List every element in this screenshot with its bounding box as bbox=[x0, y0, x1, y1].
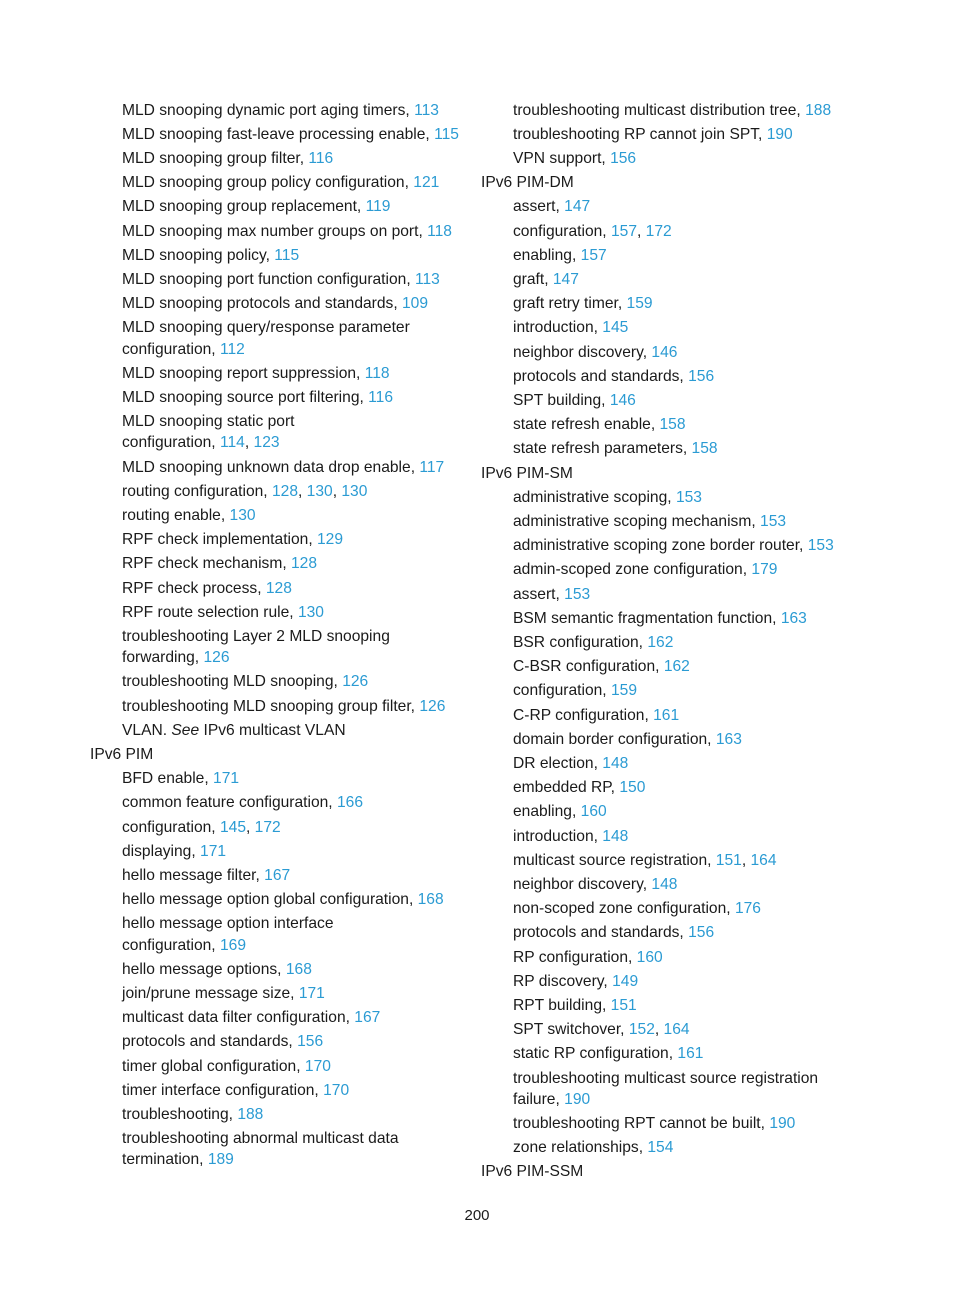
ref-separator: , bbox=[654, 1021, 664, 1039]
index-entry-text: VPN support, bbox=[513, 149, 611, 167]
page-reference-link[interactable]: 148 bbox=[602, 827, 629, 845]
page-reference-link[interactable]: 168 bbox=[285, 960, 312, 978]
index-entry-text: RP discovery, bbox=[513, 972, 613, 990]
index-entry bbox=[481, 824, 861, 848]
index-entry-text: SPT building, bbox=[513, 391, 610, 409]
index-entry-text: troubleshooting Layer 2 MLD snooping bbox=[122, 627, 390, 645]
index-entry-text: graft, bbox=[513, 270, 553, 288]
index-entry bbox=[481, 921, 861, 945]
index-entry bbox=[90, 1030, 462, 1054]
index-entry-text: BFD enable, bbox=[122, 770, 214, 788]
index-entry-text: troubleshooting MLD snooping, bbox=[122, 673, 343, 691]
index-entry-text: MLD snooping dynamic port aging timers, bbox=[122, 101, 415, 119]
index-entry bbox=[481, 945, 861, 969]
page-reference-link[interactable]: 159 bbox=[626, 295, 653, 313]
index-entry bbox=[90, 455, 462, 479]
page-reference-link[interactable]: 159 bbox=[610, 682, 637, 700]
index-entry-text: C-RP configuration, bbox=[513, 706, 654, 724]
page-reference-link[interactable]: 162 bbox=[663, 658, 690, 676]
index-entry bbox=[481, 122, 861, 146]
index-entry bbox=[481, 776, 861, 800]
index-entry bbox=[481, 243, 861, 267]
index-entry-text: multicast source registration, bbox=[513, 851, 716, 869]
page-reference-link[interactable]: 146 bbox=[609, 391, 636, 409]
page-reference-link[interactable]: 162 bbox=[647, 633, 674, 651]
index-entry bbox=[90, 1103, 462, 1127]
page-reference-link[interactable]: 188 bbox=[805, 101, 832, 119]
index-entry bbox=[481, 558, 861, 582]
index-entry-text: administrative scoping zone border router, bbox=[513, 537, 808, 555]
index-entry-text: RPF route selection rule, bbox=[122, 603, 298, 621]
index-entry-text: zone relationships, bbox=[513, 1139, 648, 1157]
page-reference-link[interactable]: 126 bbox=[419, 697, 446, 715]
index-entry-text: troubleshooting multicast distribution tree, bbox=[513, 101, 806, 119]
index-entry bbox=[481, 534, 861, 558]
index-entry bbox=[90, 385, 462, 409]
index-entry bbox=[481, 1136, 861, 1160]
index-entry-text: MLD snooping group replacement, bbox=[122, 198, 366, 216]
index-entry-text: enabling, bbox=[513, 803, 581, 821]
index-column-left bbox=[90, 98, 462, 1172]
index-entry bbox=[90, 361, 462, 385]
index-entry-text: IPv6 PIM-SM bbox=[481, 464, 573, 482]
page-reference-link[interactable]: 116 bbox=[368, 388, 394, 406]
index-entry bbox=[90, 1006, 462, 1030]
page-reference-link[interactable]: 117 bbox=[419, 458, 445, 476]
index-entry bbox=[481, 195, 861, 219]
ref-separator: , bbox=[741, 851, 751, 869]
index-entry bbox=[481, 606, 861, 630]
index-entry-text: RP configuration, bbox=[513, 948, 637, 966]
index-entry-text: troubleshooting abnormal multicast data bbox=[122, 1130, 399, 1148]
index-entry-text: graft retry timer, bbox=[513, 295, 627, 313]
page-reference-link[interactable]: 164 bbox=[750, 851, 777, 869]
page-reference-link[interactable]: 179 bbox=[751, 561, 778, 579]
index-entry bbox=[90, 694, 462, 718]
index-entry-text: MLD snooping source port filtering, bbox=[122, 388, 369, 406]
page-reference-link[interactable]: 129 bbox=[317, 531, 344, 549]
page-reference-link[interactable]: 156 bbox=[688, 367, 715, 385]
page-reference-link[interactable]: 153 bbox=[807, 537, 834, 555]
index-heading bbox=[90, 742, 462, 766]
index-entry-text: IPv6 PIM bbox=[90, 745, 154, 763]
page-reference-link[interactable]: 118 bbox=[427, 222, 452, 240]
index-entry-text: timer global configuration, bbox=[122, 1057, 305, 1075]
index-entry-text: MLD snooping unknown data drop enable, bbox=[122, 458, 420, 476]
index-entry bbox=[90, 479, 462, 503]
page-reference-link[interactable]: 145 bbox=[219, 818, 246, 836]
index-entry bbox=[90, 122, 462, 146]
index-entry-text: routing configuration, bbox=[122, 482, 272, 500]
page-reference-link[interactable]: 116 bbox=[308, 149, 334, 167]
index-entry bbox=[90, 864, 462, 888]
index-entry-text: assert, bbox=[513, 198, 565, 216]
index-entry-text: troubleshooting, bbox=[122, 1106, 238, 1124]
index-entry bbox=[90, 600, 462, 624]
index-entry bbox=[481, 98, 861, 122]
page-reference-link[interactable]: 167 bbox=[354, 1009, 381, 1027]
index-entry-text: RPT building, bbox=[513, 997, 611, 1015]
page-reference-link[interactable]: 130 bbox=[229, 506, 256, 524]
index-entry-text: DR election, bbox=[513, 754, 603, 772]
page-reference-link[interactable]: 153 bbox=[760, 512, 787, 530]
index-entry-text: join/prune message size, bbox=[122, 985, 299, 1003]
index-entry-text: MLD snooping group policy configuration, bbox=[122, 174, 414, 192]
ref-separator: , bbox=[332, 482, 342, 500]
index-entry-text: configuration, bbox=[122, 936, 220, 954]
index-entry bbox=[90, 1127, 462, 1172]
index-entry bbox=[90, 195, 462, 219]
index-entry-text: MLD snooping group filter, bbox=[122, 149, 309, 167]
index-entry bbox=[481, 364, 861, 388]
page-reference-link[interactable]: 148 bbox=[651, 876, 678, 893]
page-reference-link[interactable]: 119 bbox=[365, 198, 391, 216]
index-entry bbox=[481, 219, 861, 243]
index-entry-text: multicast data filter configuration, bbox=[122, 1009, 355, 1027]
index-entry bbox=[481, 848, 861, 872]
index-entry-text: enabling, bbox=[513, 246, 581, 264]
index-entry bbox=[481, 703, 861, 727]
index-entry-text: hello message options, bbox=[122, 960, 286, 978]
index-entry-text: routing enable, bbox=[122, 506, 230, 524]
index-entry-text: neighbor discovery, bbox=[513, 343, 652, 361]
page-reference-link[interactable]: 157 bbox=[610, 222, 637, 240]
page-reference-link[interactable]: 156 bbox=[688, 924, 715, 942]
page-reference-link[interactable]: 123 bbox=[253, 434, 280, 452]
index-entry-text: VLAN. bbox=[122, 721, 172, 739]
index-entry-text: protocols and standards, bbox=[513, 924, 689, 942]
page-reference-link[interactable]: 151 bbox=[715, 851, 742, 869]
index-entry-text: configuration, bbox=[513, 682, 611, 700]
page-reference-link[interactable]: 161 bbox=[677, 1045, 704, 1063]
index-entry-text: forwarding, bbox=[122, 649, 204, 667]
index-entry bbox=[481, 1018, 861, 1042]
index-entry-text: RPF check mechanism, bbox=[122, 555, 291, 573]
index-entry-text: failure, bbox=[513, 1090, 565, 1108]
page-reference-link[interactable]: 112 bbox=[219, 340, 245, 358]
page-reference-link[interactable]: 190 bbox=[769, 1115, 796, 1133]
page-reference-link[interactable]: 172 bbox=[645, 222, 672, 240]
index-entry-text: static RP configuration, bbox=[513, 1045, 678, 1063]
index-entry bbox=[90, 957, 462, 981]
page-reference-link[interactable]: 121 bbox=[413, 174, 440, 192]
index-entry-text: SPT switchover, bbox=[513, 1021, 629, 1039]
page-reference-link[interactable]: 190 bbox=[766, 125, 793, 143]
index-entry bbox=[90, 219, 462, 243]
index-entry bbox=[481, 969, 861, 993]
index-entry-text: IPv6 PIM-SSM bbox=[481, 1163, 584, 1181]
page-reference-link[interactable]: 160 bbox=[636, 948, 663, 966]
index-entry-text: state refresh enable, bbox=[513, 416, 660, 434]
index-entry-text: RPF check process, bbox=[122, 579, 266, 597]
index-entry bbox=[90, 839, 462, 863]
page-reference-link[interactable]: 109 bbox=[402, 295, 429, 313]
page-reference-link[interactable]: 160 bbox=[580, 803, 607, 821]
page-reference-link[interactable]: 115 bbox=[274, 246, 300, 264]
page-reference-link[interactable]: 166 bbox=[336, 794, 363, 812]
index-entry bbox=[90, 243, 462, 267]
page-reference-link[interactable]: 130 bbox=[297, 603, 324, 621]
page-reference-link[interactable]: 167 bbox=[264, 867, 291, 884]
index-entry-text: MLD snooping port function configuration, bbox=[122, 270, 415, 288]
page-reference-link[interactable]: 147 bbox=[564, 198, 591, 216]
index-entry bbox=[90, 146, 462, 170]
index-entry bbox=[90, 815, 462, 839]
page-number: 200 bbox=[464, 1207, 490, 1224]
page-reference-link[interactable]: 171 bbox=[200, 842, 227, 860]
page-reference-link[interactable]: 151 bbox=[610, 997, 637, 1015]
page-reference-link[interactable]: 156 bbox=[610, 149, 637, 167]
page-reference-link[interactable]: 113 bbox=[414, 101, 439, 119]
page-reference-link[interactable]: 153 bbox=[564, 585, 591, 603]
index-entry bbox=[90, 982, 462, 1006]
page-reference-link[interactable]: 145 bbox=[602, 319, 629, 337]
page-reference-link[interactable]: 190 bbox=[564, 1090, 591, 1108]
page-reference-link[interactable]: 172 bbox=[254, 818, 281, 836]
page-reference-link[interactable]: 148 bbox=[602, 754, 629, 772]
page-reference-link[interactable]: 128 bbox=[265, 579, 292, 597]
index-entry-text: protocols and standards, bbox=[122, 1033, 298, 1051]
index-entry bbox=[481, 873, 861, 897]
index-entry bbox=[90, 624, 462, 669]
page-reference-link[interactable]: 163 bbox=[780, 609, 807, 627]
index-heading bbox=[481, 461, 861, 485]
index-entry-text: common feature configuration, bbox=[122, 794, 337, 812]
index-entry bbox=[481, 509, 861, 533]
see-reference-label: See bbox=[171, 721, 200, 739]
page-reference-link[interactable]: 154 bbox=[647, 1139, 674, 1157]
index-entry-text: MLD snooping query/response parameter bbox=[122, 319, 410, 337]
index-entry-text: troubleshooting multicast source registration bbox=[513, 1069, 819, 1087]
index-entry bbox=[90, 552, 462, 576]
page-reference-link[interactable]: 153 bbox=[675, 488, 702, 506]
index-entry bbox=[481, 630, 861, 654]
index-entry bbox=[90, 1078, 462, 1102]
index-entry-text: administrative scoping mechanism, bbox=[513, 512, 761, 530]
index-entry bbox=[481, 800, 861, 824]
page-reference-link[interactable]: 147 bbox=[552, 270, 579, 288]
index-entry-text: hello message option interface bbox=[122, 915, 334, 933]
page-reference-link[interactable]: 189 bbox=[207, 1151, 234, 1169]
index-entry bbox=[481, 1112, 861, 1136]
page-reference-link[interactable]: 171 bbox=[213, 770, 240, 788]
index-entry bbox=[90, 912, 462, 957]
ref-separator: , bbox=[244, 434, 254, 452]
ref-separator: , bbox=[246, 818, 255, 836]
index-entry bbox=[481, 1042, 861, 1066]
index-entry-text: troubleshooting MLD snooping group filter, bbox=[122, 697, 420, 715]
page-reference-link[interactable]: 118 bbox=[364, 364, 390, 382]
index-entry-text: introduction, bbox=[513, 827, 603, 845]
index-entry-text: MLD snooping static port bbox=[122, 413, 295, 431]
index-entry-text: domain border configuration, bbox=[513, 730, 716, 748]
index-entry bbox=[481, 897, 861, 921]
index-entry-text: configuration, bbox=[122, 818, 220, 836]
index-entry bbox=[481, 679, 861, 703]
index-entry-text: configuration, bbox=[513, 222, 611, 240]
index-heading bbox=[481, 171, 861, 195]
page-reference-link[interactable]: 158 bbox=[691, 440, 718, 458]
page-reference-link[interactable]: 171 bbox=[298, 985, 325, 1003]
index-entry-text: displaying, bbox=[122, 842, 201, 860]
index-entry bbox=[481, 751, 861, 775]
index-entry-text: hello message filter, bbox=[122, 867, 265, 884]
index-entry bbox=[481, 437, 861, 461]
index-entry-text: introduction, bbox=[513, 319, 603, 337]
page-reference-link[interactable]: 163 bbox=[715, 730, 742, 748]
index-column-right bbox=[481, 98, 861, 1184]
page-reference-link[interactable]: 164 bbox=[663, 1021, 690, 1039]
page-reference-link[interactable]: 158 bbox=[659, 416, 686, 434]
index-entry bbox=[481, 727, 861, 751]
page-reference-link[interactable]: 168 bbox=[417, 891, 444, 909]
index-entry-text: MLD snooping fast-leave processing enable, bbox=[122, 125, 435, 143]
index-entry bbox=[481, 340, 861, 364]
index-entry bbox=[90, 888, 462, 912]
index-entry bbox=[90, 316, 462, 361]
index-entry-text: timer interface configuration, bbox=[122, 1081, 324, 1099]
index-entry-text: hello message option global configuration, bbox=[122, 891, 418, 909]
index-entry-text: state refresh parameters, bbox=[513, 440, 692, 458]
index-entry-text: MLD snooping max number groups on port, bbox=[122, 222, 428, 240]
page-reference-link[interactable]: 115 bbox=[434, 125, 459, 143]
page-reference-link[interactable]: 170 bbox=[304, 1057, 331, 1075]
index-entry bbox=[481, 413, 861, 437]
index-entry-text: protocols and standards, bbox=[513, 367, 689, 385]
index-entry-text: MLD snooping protocols and standards, bbox=[122, 295, 402, 313]
index-entry-text: IPv6 PIM-DM bbox=[481, 174, 574, 192]
page-reference-link[interactable]: 169 bbox=[219, 936, 246, 954]
page-reference-link[interactable]: 152 bbox=[628, 1021, 655, 1039]
page-reference-link[interactable]: 157 bbox=[580, 246, 607, 264]
index-entry bbox=[90, 718, 462, 742]
ref-separator: , bbox=[298, 482, 307, 500]
index-entry bbox=[90, 503, 462, 527]
ref-separator: , bbox=[637, 222, 646, 240]
index-entry bbox=[90, 98, 462, 122]
index-entry-text: BSR configuration, bbox=[513, 633, 648, 651]
index-entry bbox=[90, 791, 462, 815]
index-entry bbox=[90, 767, 462, 791]
index-entry bbox=[90, 292, 462, 316]
page-reference-link[interactable]: 130 bbox=[306, 482, 333, 500]
index-entry bbox=[90, 171, 462, 195]
index-entry-text: termination, bbox=[122, 1151, 208, 1169]
index-entry-text: MLD snooping policy, bbox=[122, 246, 275, 264]
page-reference-link[interactable]: 114 bbox=[219, 434, 245, 452]
index-entry bbox=[481, 267, 861, 291]
index-entry-text: MLD snooping report suppression, bbox=[122, 364, 365, 382]
index-entry-text: configuration, bbox=[122, 434, 220, 452]
see-reference-target: IPv6 multicast VLAN bbox=[199, 721, 346, 739]
index-entry bbox=[90, 670, 462, 694]
index-entry bbox=[481, 1066, 861, 1111]
page-reference-link[interactable]: 188 bbox=[237, 1106, 264, 1124]
index-entry-text: embedded RP, bbox=[513, 779, 620, 797]
index-entry bbox=[90, 1054, 462, 1078]
page-reference-link[interactable]: 126 bbox=[203, 649, 230, 667]
page-reference-link[interactable]: 130 bbox=[341, 482, 368, 500]
index-entry-text: BSM semantic fragmentation function, bbox=[513, 609, 781, 627]
index-entry-text: assert, bbox=[513, 585, 565, 603]
index-entry-text: troubleshooting RPT cannot be built, bbox=[513, 1115, 770, 1133]
page-reference-link[interactable]: 128 bbox=[290, 555, 318, 573]
page-reference-link[interactable]: 176 bbox=[734, 900, 761, 918]
index-entry-text: administrative scoping, bbox=[513, 488, 676, 506]
index-entry bbox=[481, 582, 861, 606]
index-entry bbox=[90, 528, 462, 552]
page-reference-link[interactable]: 150 bbox=[619, 779, 646, 797]
index-entry bbox=[481, 388, 861, 412]
page-reference-link[interactable]: 113 bbox=[415, 270, 440, 288]
index-entry bbox=[90, 267, 462, 291]
index-entry-text: troubleshooting RP cannot join SPT, bbox=[513, 125, 767, 143]
page-reference-link[interactable]: 128 bbox=[271, 482, 298, 500]
page-reference-link[interactable]: 170 bbox=[323, 1081, 350, 1099]
index-entry bbox=[481, 655, 861, 679]
index-heading bbox=[481, 1160, 861, 1184]
index-entry-text: RPF check implementation, bbox=[122, 531, 317, 549]
index-entry bbox=[481, 485, 861, 509]
index-entry-text: non-scoped zone configuration, bbox=[513, 900, 735, 918]
page-reference-link[interactable]: 146 bbox=[651, 343, 678, 361]
index-entry bbox=[481, 292, 861, 316]
index-entry bbox=[90, 576, 462, 600]
index-entry-text: C-BSR configuration, bbox=[513, 658, 664, 676]
page-reference-link[interactable]: 149 bbox=[612, 972, 639, 990]
index-entry-text: neighbor discovery, bbox=[513, 876, 652, 893]
index-entry-text: admin-scoped zone configuration, bbox=[513, 561, 752, 579]
index-entry bbox=[90, 410, 462, 455]
index-entry bbox=[481, 316, 861, 340]
page-reference-link[interactable]: 161 bbox=[653, 706, 680, 724]
index-entry bbox=[481, 146, 861, 170]
index-entry bbox=[481, 994, 861, 1018]
page-reference-link[interactable]: 156 bbox=[297, 1033, 324, 1051]
index-entry-text: configuration, bbox=[122, 340, 220, 358]
page-reference-link[interactable]: 126 bbox=[342, 673, 369, 691]
